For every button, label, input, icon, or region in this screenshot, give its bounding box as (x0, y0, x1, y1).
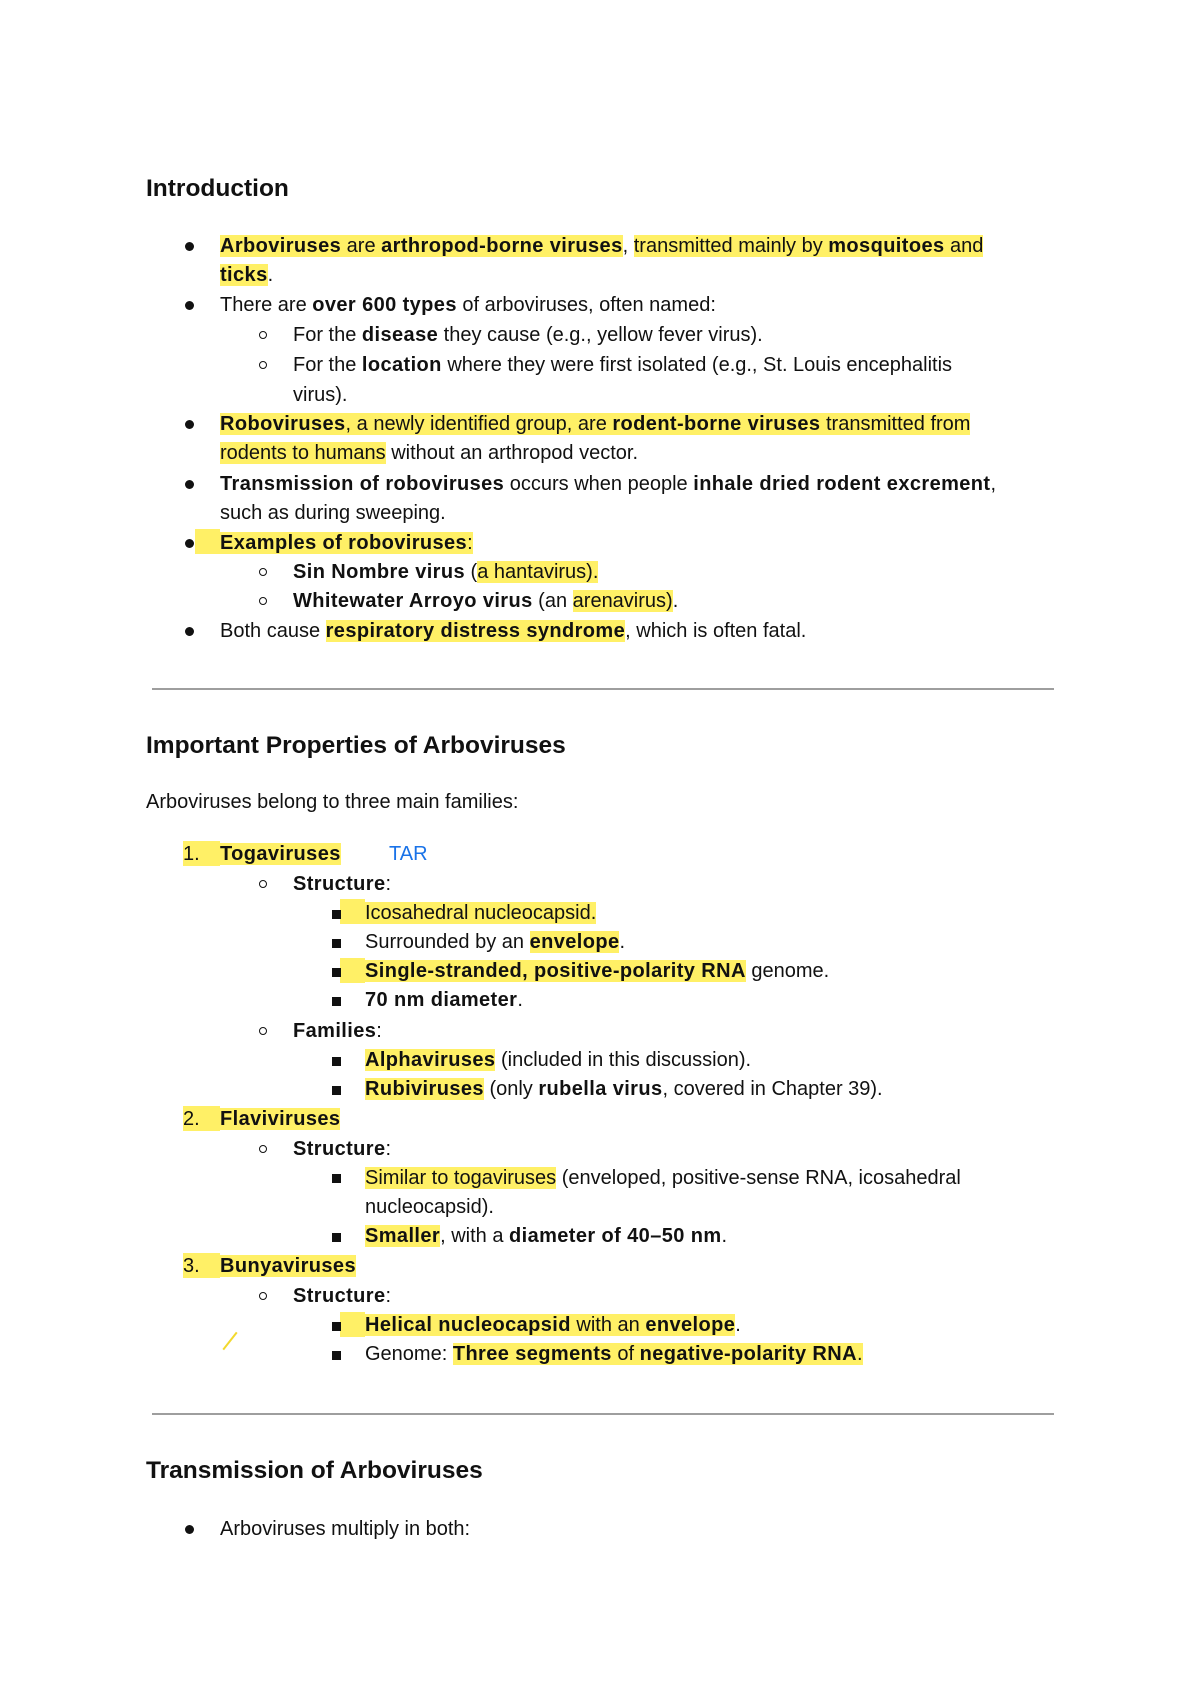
intro-sub-location: For the location where they were first isolated (e.g., St. Louis encephalitis (293, 354, 953, 376)
toga-families-label: Families: (293, 1020, 382, 1042)
section-divider (152, 688, 1054, 690)
intro-sub-location-cont: virus). (293, 384, 348, 406)
highlight-mark (340, 958, 365, 983)
bullet-icon (185, 420, 194, 429)
sub-bullet-icon (259, 1027, 267, 1035)
intro-sub-sin-nombre: Sin Nombre virus (a hantavirus). (293, 561, 599, 583)
square-bullet-icon (332, 939, 341, 948)
square-bullet-icon (332, 1351, 341, 1360)
sub-bullet-icon (259, 880, 267, 888)
flavi-structure-item: Smaller, with a diameter of 40–50 nm. (365, 1225, 728, 1247)
family-flaviviruses: Flaviviruses (220, 1108, 341, 1130)
sub-bullet-icon (259, 1145, 267, 1153)
bullet-icon (185, 301, 194, 310)
intro-bullet-roboviruses: Roboviruses, a newly identified group, are rodent-borne viruses transmitted from (220, 413, 971, 435)
highlight-mark (340, 1312, 365, 1337)
square-bullet-icon (332, 997, 341, 1006)
family-togaviruses: Togaviruses (220, 843, 341, 865)
intro-bullet-roboviruses-cont: rodents to humans without an arthropod vector. (220, 442, 639, 464)
intro-bullet-both-cause: Both cause respiratory distress syndrome, which is often fatal. (220, 620, 807, 642)
square-bullet-icon (332, 1057, 341, 1066)
toga-structure-item: 70 nm diameter. (365, 989, 523, 1011)
properties-lead: Arboviruses belong to three main families: (146, 791, 519, 813)
toga-structure-item: Icosahedral nucleocapsid. (365, 902, 597, 924)
bullet-icon (185, 242, 194, 251)
intro-bullet-arboviruses-cont: ticks. (220, 264, 274, 286)
flavi-structure-item: Similar to togaviruses (enveloped, positive-sense RNA, icosahedral (365, 1167, 961, 1189)
list-number: 1. (183, 843, 200, 865)
bullet-icon (185, 480, 194, 489)
list-number: 3. (183, 1255, 200, 1277)
sub-bullet-icon (259, 361, 267, 369)
intro-bullet-types: There are over 600 types of arboviruses, often named: (220, 294, 716, 316)
square-bullet-icon (332, 1322, 341, 1331)
square-bullet-icon (332, 910, 341, 919)
list-number: 2. (183, 1108, 200, 1130)
bullet-icon (185, 627, 194, 636)
toga-family-item: Rubiviruses (only rubella virus, covered in Chapter 39). (365, 1078, 883, 1100)
transmission-bullet: Arboviruses multiply in both: (220, 1518, 471, 1540)
bullet-icon (185, 1525, 194, 1534)
term-arboviruses: Arboviruses (220, 235, 342, 257)
annotation-tar: TAR (389, 843, 428, 865)
properties-heading: Important Properties of Arboviruses (146, 732, 566, 759)
intro-bullet-transmission-cont: such as during sweeping. (220, 502, 446, 524)
intro-sub-disease: For the disease they cause (e.g., yellow fever virus). (293, 324, 763, 346)
section-divider (152, 1413, 1054, 1415)
highlight-mark (340, 899, 365, 924)
sub-bullet-icon (259, 568, 267, 576)
family-bunyaviruses: Bunyaviruses (220, 1255, 356, 1277)
bullet-icon (185, 539, 194, 548)
sub-bullet-icon (259, 597, 267, 605)
toga-family-item: Alphaviruses (included in this discussion). (365, 1049, 752, 1071)
flavi-structure-item-cont: nucleocapsid). (365, 1196, 494, 1218)
flavi-structure-label: Structure: (293, 1138, 392, 1160)
square-bullet-icon (332, 1174, 341, 1183)
transmission-heading: Transmission of Arboviruses (146, 1457, 483, 1484)
intro-bullet-transmission: Transmission of roboviruses occurs when people inhale dried rodent excrement, (220, 473, 997, 495)
intro-bullet-arboviruses: Arboviruses are arthropod-borne viruses, transmitted mainly by mosquitoes and (220, 235, 984, 257)
bunya-structure-label: Structure: (293, 1285, 392, 1307)
toga-structure-label: Structure: (293, 873, 392, 895)
pen-stroke-mark (222, 1332, 237, 1351)
sub-bullet-icon (259, 1292, 267, 1300)
sub-bullet-icon (259, 331, 267, 339)
highlight-mark (195, 529, 220, 554)
square-bullet-icon (332, 1233, 341, 1242)
bunya-structure-item: Helical nucleocapsid with an envelope. (365, 1314, 741, 1336)
intro-bullet-examples: Examples of roboviruses: (220, 532, 473, 554)
square-bullet-icon (332, 968, 341, 977)
square-bullet-icon (332, 1086, 341, 1095)
intro-sub-whitewater: Whitewater Arroyo virus (an arenavirus). (293, 590, 679, 612)
bunya-structure-item: Genome: Three segments of negative-polarity RNA. (365, 1343, 863, 1365)
toga-structure-item: Single-stranded, positive-polarity RNA genome. (365, 960, 830, 982)
intro-heading: Introduction (146, 175, 289, 202)
toga-structure-item: Surrounded by an envelope. (365, 931, 626, 953)
